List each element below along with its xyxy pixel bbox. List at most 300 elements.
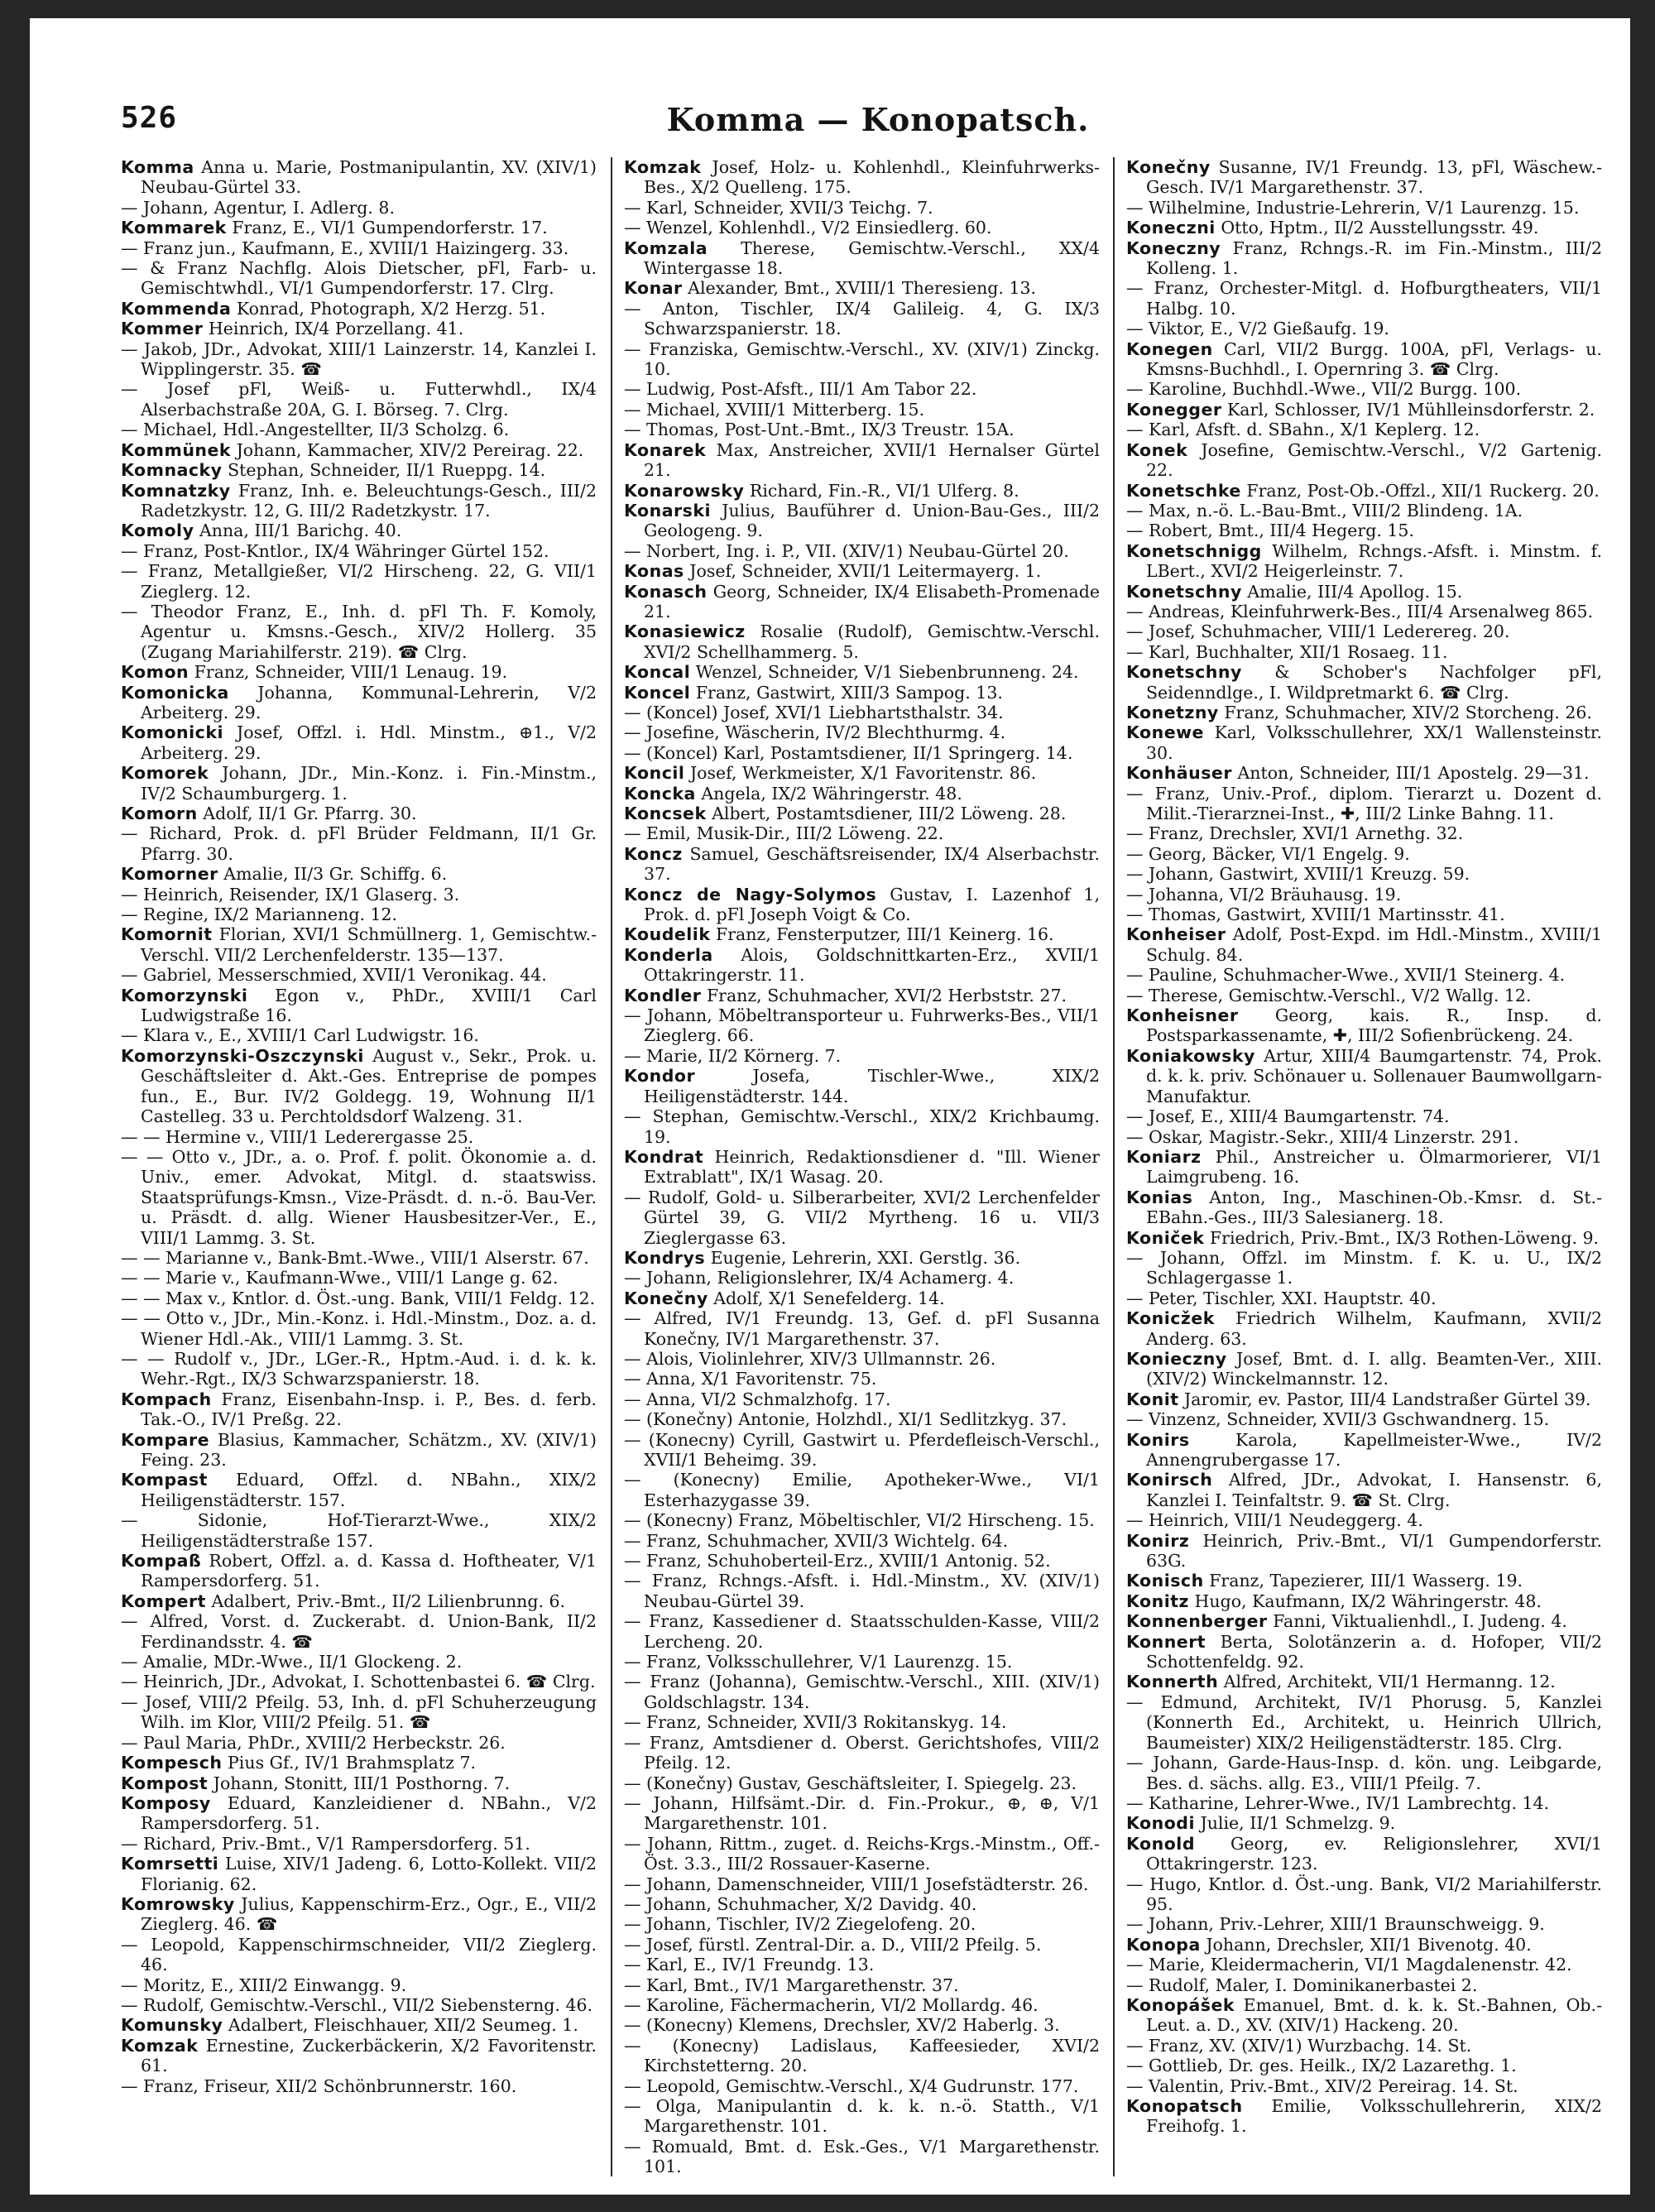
entry-text: — Valentin, Priv.-Bmt., XIV/2 Pereirag. 14. St. xyxy=(1126,2075,1518,2096)
entry-surname: Kondrat xyxy=(624,1146,704,1167)
entry-surname: Komzala xyxy=(624,238,708,258)
entry-text: — Alfred, Vorst. d. Zuckerabt. d. Union-Bank, II/2 Ferdinandsstr. 4. ☎ xyxy=(121,1611,597,1652)
entry-text: — Marie, Kleidermacherin, VI/1 Magdalenenstr. 42. xyxy=(1126,1955,1572,1975)
entry-text: — Franziska, Gemischtw.-Verschl., XV. (XIV/1) Zinckg. 10. xyxy=(624,338,1100,380)
directory-entry xyxy=(121,460,597,480)
entry-text: Georg, ev. Religionslehrer, XVI/1 Ottakringerstr. 123. xyxy=(1146,1833,1602,1874)
directory-entry xyxy=(624,662,1100,682)
directory-entry xyxy=(1126,440,1602,481)
entry-text: Karola, Kapellmeister-Wwe., IV/2 Annengrubergasse 17. xyxy=(1146,1429,1602,1470)
entry-text: — Karl, Bmt., IV/1 Margarethenstr. 37. xyxy=(624,1974,959,1995)
directory-entry xyxy=(1126,1127,1602,1147)
entry-text: — Johann, Möbeltransporteur u. Fuhrwerks-Bes., VII/1 Zieglerg. 66. xyxy=(624,1005,1100,1046)
directory-entry xyxy=(624,722,1100,742)
entry-text: Friedrich, Priv.-Bmt., IX/3 Rothen-Löweng. 9. xyxy=(1204,1227,1600,1248)
entry-text: Otto, Hptm., II/2 Ausstellungsstr. 49. xyxy=(1215,218,1539,238)
entry-surname: Kommarek xyxy=(121,218,227,238)
directory-entry xyxy=(624,1652,1100,1672)
directory-entry xyxy=(121,1611,597,1652)
entry-text: — Franz, Rchngs.-Afsft. i. Hdl.-Minstm., XV. (XIV/1) Neubau-Gürtel 39. xyxy=(624,1571,1100,1611)
directory-entry xyxy=(1126,2076,1602,2096)
directory-entry xyxy=(1126,823,1602,843)
entry-surname: Kompert xyxy=(121,1591,206,1611)
directory-entry xyxy=(121,2015,597,2035)
entry-text: — Johann, Damenschneider, VIII/1 Josefstädterstr. 26. xyxy=(624,1874,1089,1894)
directory-entry xyxy=(121,1692,597,1733)
entry-surname: Koudelik xyxy=(624,924,711,945)
entry-surname: Konirsch xyxy=(1126,1470,1213,1490)
entry-surname: Kompach xyxy=(121,1389,212,1409)
entry-surname: Konnenberger xyxy=(1126,1611,1268,1632)
directory-entry xyxy=(624,1470,1100,1510)
directory-entry xyxy=(121,864,597,884)
directory-entry xyxy=(121,1975,597,1995)
entry-surname: Kommünek xyxy=(121,439,232,460)
entry-text: — Franz, Kassediener d. Staatsschulden-Kasse, VIII/2 Lercheng. 20. xyxy=(624,1611,1100,1652)
directory-entry xyxy=(1126,864,1602,884)
entry-text: Josef, Schneider, XVII/1 Leitermayerg. 1. xyxy=(684,561,1042,582)
directory-entry xyxy=(1126,157,1602,198)
entry-text: — Stephan, Gemischtw.-Verschl., XIX/2 Krichbaumg. 19. xyxy=(624,1106,1100,1147)
entry-text: — Marie, II/2 Körnerg. 7. xyxy=(624,1045,842,1066)
entry-text: Franz, Gastwirt, XIII/3 Sampog. 13. xyxy=(690,682,1003,703)
entry-text: — Moritz, E., XIII/2 Einwangg. 9. xyxy=(121,1974,407,1995)
directory-entry xyxy=(624,1834,1100,1874)
entry-surname: Komma xyxy=(121,157,194,177)
entry-text: Robert, Offzl. a. d. Kassa d. Hoftheater, V/1 Rampersdorferg. 51. xyxy=(141,1551,597,1591)
entry-surname: Komonicka xyxy=(121,682,229,703)
directory-entry xyxy=(121,1773,597,1793)
entry-text: — Josefine, Wäscherin, IV/2 Blechthurmg. 4. xyxy=(624,722,1006,743)
entry-text: — Pauline, Schuhmacher-Wwe., XVII/1 Steinerg. 4. xyxy=(1126,965,1566,986)
entry-text: — Therese, Gemischtw.-Verschl., V/2 Wallg. 12. xyxy=(1126,985,1532,1005)
directory-entry xyxy=(624,440,1100,481)
entry-text: — — Otto v., JDr., Min.-Konz. i. Hdl.-Minstm., Doz. a. d. Wiener Hdl.-Ak., VIII/1 Lammg. 3. St. xyxy=(121,1308,597,1349)
entry-text: — Franz, Friseur, XII/2 Schönbrunnerstr. 160. xyxy=(121,2075,517,2096)
directory-entry xyxy=(624,1430,1100,1471)
directory-entry xyxy=(121,1834,597,1854)
directory-entry xyxy=(121,823,597,864)
directory-entry xyxy=(1126,481,1602,501)
directory-entry xyxy=(1126,1672,1602,1691)
entry-text: — Franz, Drechsler, XVI/1 Arnethg. 32. xyxy=(1126,823,1464,844)
directory-entry xyxy=(121,1854,597,1894)
directory-entry xyxy=(624,1672,1100,1712)
directory-entry xyxy=(1126,1834,1602,1874)
entry-text: — Karl, Schneider, XVII/3 Teichg. 7. xyxy=(624,197,933,218)
directory-entry xyxy=(121,1288,597,1308)
directory-entry xyxy=(1126,924,1602,965)
entry-text: Anna u. Marie, Postmanipulantin, XV. (XIV/1) Neubau-Gürtel 33. xyxy=(141,157,597,198)
directory-entry xyxy=(624,1975,1100,1995)
entry-text: — Regine, IX/2 Marianneng. 12. xyxy=(121,904,398,925)
entry-text: — Karoline, Fächermacherin, VI/2 Mollardg. 46. xyxy=(624,1994,1039,2015)
directory-entry xyxy=(624,1188,1100,1248)
entry-text: — Max, n.-ö. L.-Bau-Bmt., VIII/2 Blindeng. 1A. xyxy=(1126,500,1523,521)
entry-text: Franz, E., VI/1 Gumpendorferstr. 17. xyxy=(226,218,548,238)
entry-text: — (Konecny) Ladislaus, Kaffeesieder, XVI/2 Kirchstetterng. 20. xyxy=(624,2035,1100,2076)
directory-entry xyxy=(624,2076,1100,2096)
entry-text: — Gottlieb, Dr. ges. Heilk., IX/2 Lazarethg. 1. xyxy=(1126,2056,1517,2076)
directory-entry xyxy=(624,198,1100,218)
directory-entry xyxy=(624,1308,1100,1349)
entry-text: — Amalie, MDr.-Wwe., II/1 Glockeng. 2. xyxy=(121,1652,463,1672)
entry-text: — (Konecny) Cyrill, Gastwirt u. Pferdefleisch-Verschl., XVII/1 Beheimg. 39. xyxy=(624,1429,1100,1470)
entry-surname: Konias xyxy=(1126,1187,1193,1207)
directory-entry xyxy=(121,1430,597,1471)
entry-text: — — Max v., Kntlor. d. Öst.-ung. Bank, VIII/1 Feldg. 12. xyxy=(121,1288,596,1308)
entry-text: Johanna, Kommunal-Lehrerin, V/2 Arbeiterg. 29. xyxy=(141,682,597,722)
entry-surname: Konopášek xyxy=(1126,1994,1235,2015)
entry-text: Julie, II/1 Schmelzg. 9. xyxy=(1195,1813,1396,1834)
entry-text: — Sidonie, Hof-Tierarzt-Wwe., XIX/2 Heiligenstädterstraße 157. xyxy=(121,1510,597,1551)
entry-text: — Hugo, Kntlor. d. Öst.-ung. Bank, VI/2 Mariahilferstr. 95. xyxy=(1126,1874,1602,1914)
directory-entry xyxy=(1126,1409,1602,1429)
entry-text: — Johann, Priv.-Lehrer, XIII/1 Braunschweigg. 9. xyxy=(1126,1914,1545,1935)
directory-entry xyxy=(121,339,597,380)
directory-entry xyxy=(121,1591,597,1611)
directory-entry xyxy=(624,823,1100,843)
entry-text: — Katharine, Lehrer-Wwe., IV/1 Lambrechtg. 14. xyxy=(1126,1792,1550,1813)
entry-surname: Komorek xyxy=(121,763,209,784)
entry-text: — Johann, Tischler, IV/2 Ziegelofeng. 20. xyxy=(624,1914,976,1935)
entry-text: — Alois, Violinlehrer, XIV/3 Ullmannstr. 26. xyxy=(624,1348,996,1369)
directory-entry xyxy=(121,1025,597,1045)
entry-surname: Kondrys xyxy=(624,1247,706,1268)
entry-surname: Konicžek xyxy=(1126,1308,1215,1329)
directory-entry xyxy=(121,1308,597,1349)
directory-entry xyxy=(121,965,597,985)
directory-entry xyxy=(624,1995,1100,2015)
directory-entry xyxy=(1126,904,1602,924)
entry-text: Josef, Werkmeister, X/1 Favoritenstr. 86. xyxy=(684,763,1037,784)
entry-text: Berta, Solotänzerin a. d. Hofoper, VII/2 Schottenfeldg. 92. xyxy=(1146,1631,1602,1672)
entry-text: — Karl, Buchhalter, XII/1 Rosaeg. 11. xyxy=(1126,641,1448,662)
entry-surname: Konas xyxy=(624,561,684,582)
directory-entry xyxy=(624,1510,1100,1530)
directory-entry xyxy=(624,420,1100,439)
entry-surname: Kompesch xyxy=(121,1753,223,1773)
entry-text: Carl, VII/2 Burgg. 100A, pFl, Verlags- u. Kmsns-Buchhdl., I. Opernring 3. ☎ Clrg. xyxy=(1146,338,1602,380)
entry-text: Franz, Post-Ob.-Offzl., XII/1 Ruckerg. 20. xyxy=(1240,480,1600,501)
directory-entry xyxy=(121,602,597,662)
directory-entry xyxy=(1126,582,1602,602)
entry-text: Anton, Ing., Maschinen-Ob.-Kmsr. d. St.-EBahn.-Ges., III/3 Salesianerg. 18. xyxy=(1146,1187,1602,1228)
entry-text: Wilhelm, Rchngs.-Afsft. i. Minstm. f. LBert., XVI/2 Heigerleinstr. 7. xyxy=(1146,540,1602,582)
directory-entry xyxy=(1126,319,1602,338)
entry-text: — Heinrich, Reisender, IX/1 Glaserg. 3. xyxy=(121,884,460,904)
entry-text: — Josef, VIII/2 Pfeilg. 53, Inh. d. pFl Schuherzeugung Wilh. im Klor, VIII/2 Pfeilg. 51. ☎ xyxy=(121,1691,597,1733)
directory-entry xyxy=(1126,1935,1602,1955)
entry-text: Max, Anstreicher, XVII/1 Hernalser Gürtel 21. xyxy=(644,439,1100,481)
entry-text: — Wilhelmine, Industrie-Lehrerin, V/1 Laurenzg. 15. xyxy=(1126,197,1580,218)
column-1 xyxy=(121,157,597,2176)
directory-entry xyxy=(121,198,597,218)
entry-text: Eduard, Offzl. d. NBahn., XIX/2 Heiligenstädterstr. 157. xyxy=(141,1470,597,1510)
entry-text: — Romuald, Bmt. d. Esk.-Ges., V/1 Margarethenstr. 101. xyxy=(624,2136,1100,2176)
directory-entry xyxy=(1126,1510,1602,1530)
directory-entry xyxy=(624,1349,1100,1369)
directory-entry xyxy=(1126,602,1602,621)
entry-text: Alois, Goldschnittkarten-Erz., XVII/1 Ottakringerstr. 11. xyxy=(644,944,1100,986)
directory-entry xyxy=(1126,2096,1602,2137)
entry-text: — Rudolf, Maler, I. Dominikanerbastei 2. xyxy=(1126,1974,1478,1995)
entry-text: Alfred, Architekt, VII/1 Hermanng. 12. xyxy=(1218,1672,1556,1692)
directory-entry xyxy=(624,561,1100,581)
directory-entry xyxy=(624,763,1100,783)
directory-entry xyxy=(1126,844,1602,864)
entry-surname: Konirz xyxy=(1126,1530,1190,1551)
entry-text: — Richard, Prok. d. pFl Brüder Feldmann, II/1 Gr. Pfarrg. 30. xyxy=(121,823,597,864)
directory-entry xyxy=(1126,1692,1602,1753)
directory-entry xyxy=(1126,1813,1602,1833)
directory-entry xyxy=(1126,501,1602,521)
directory-entry xyxy=(1126,1430,1602,1471)
directory-entry xyxy=(624,481,1100,501)
entry-surname: Komornit xyxy=(121,924,213,945)
entry-text: — Heinrich, JDr., Advokat, I. Schottenbastei 6. ☎ Clrg. xyxy=(121,1672,596,1692)
directory-entry xyxy=(624,844,1100,885)
entry-text: — Franz (Johanna), Gemischtw.-Verschl., XIII. (XIV/1) Goldschlagstr. 134. xyxy=(624,1672,1100,1712)
directory-entry xyxy=(624,1874,1100,1894)
entry-text: — Vinzenz, Schneider, XVII/3 Gschwandnerg. 15. xyxy=(1126,1409,1550,1430)
directory-entry xyxy=(624,885,1100,925)
directory-entry xyxy=(624,218,1100,238)
directory-entry xyxy=(121,1349,597,1389)
entry-text: — & Franz Nachflg. Alois Dietscher, pFl, Farb- u. Gemischtwhdl., VI/1 Gumpendorferstr. 17. Clrg. xyxy=(121,258,597,299)
entry-text: — Rudolf, Gemischtw.-Verschl., VII/2 Siebensterng. 46. xyxy=(121,1994,593,2015)
entry-text: Franz, Schneider, VIII/1 Lenaug. 19. xyxy=(189,662,508,683)
entry-surname: Konarski xyxy=(624,500,712,521)
entry-text: Franz, Schuhmacher, XIV/2 Storcheng. 26. xyxy=(1218,702,1592,722)
directory-entry xyxy=(624,278,1100,298)
directory-entry xyxy=(1126,784,1602,824)
entry-text: & Schober's Nachfolger pFl, Seidenndlge., I. Wildpretmarkt 6. ☎ Clrg. xyxy=(1146,662,1602,703)
entry-text: — Josef, E., XIII/4 Baumgartenstr. 74. xyxy=(1126,1106,1450,1127)
directory-entry xyxy=(1126,1975,1602,1995)
entry-surname: Koncka xyxy=(624,783,696,804)
entry-surname: Komorn xyxy=(121,804,198,823)
entry-text: — Klara v., E., XVIII/1 Carl Ludwigstr. 16. xyxy=(121,1025,479,1046)
entry-text: Florian, XVI/1 Schmüllnerg. 1, Gemischtw.-Verschl. VII/2 Lerchenfelderstr. 135—137. xyxy=(141,924,597,965)
entry-text: Adolf, II/1 Gr. Pfarrg. 30. xyxy=(197,804,417,823)
entry-surname: Konar xyxy=(624,278,683,299)
directory-entry xyxy=(121,1652,597,1672)
entry-text: — Peter, Tischler, XXI. Hauptstr. 40. xyxy=(1126,1288,1437,1308)
directory-entry xyxy=(121,258,597,299)
entry-text: — Georg, Bäcker, VI/1 Engelg. 9. xyxy=(1126,843,1410,864)
directory-entry xyxy=(1126,1470,1602,1510)
entry-surname: Konetzny xyxy=(1126,702,1219,722)
entry-text: Julius, Bauführer d. Union-Bau-Ges., III/2 Geologeng. 9. xyxy=(644,500,1100,541)
directory-entry xyxy=(1126,238,1602,279)
entry-text: — Johann, Gastwirt, XVIII/1 Kreuzg. 59. xyxy=(1126,864,1470,885)
entry-surname: Konieczny xyxy=(1126,1348,1227,1369)
entry-surname: Konitz xyxy=(1126,1591,1189,1611)
entry-surname: Konetschke xyxy=(1126,480,1241,501)
entry-text: — Karoline, Buchhdl.-Wwe., VII/2 Burgg. 100. xyxy=(1126,379,1522,400)
directory-entry xyxy=(624,1369,1100,1389)
directory-entry xyxy=(624,1531,1100,1551)
directory-entry xyxy=(1126,218,1602,238)
page-header xyxy=(121,101,1630,151)
directory-entry xyxy=(121,1147,597,1248)
directory-entry xyxy=(624,2015,1100,2035)
directory-entry xyxy=(624,1046,1100,1066)
directory-entry xyxy=(624,1005,1100,1046)
entry-text: — (Konecny) Emilie, Apotheker-Wwe., VI/1 Esterhazygasse 39. xyxy=(624,1470,1100,1510)
entry-surname: Komoly xyxy=(121,521,194,541)
entry-surname: Komrowsky xyxy=(121,1893,235,1914)
directory-entry xyxy=(624,1268,1100,1288)
entry-surname: Kompost xyxy=(121,1773,209,1793)
directory-entry xyxy=(121,662,597,682)
directory-entry xyxy=(624,541,1100,561)
directory-entry xyxy=(624,238,1100,279)
entry-text: Samuel, Geschäftsreisender, IX/4 Alserbachstr. 37. xyxy=(644,843,1100,885)
directory-entry xyxy=(121,1733,597,1753)
directory-entry xyxy=(1126,1995,1602,2036)
directory-entry xyxy=(121,299,597,319)
entry-surname: Komon xyxy=(121,662,189,683)
entry-text: — Norbert, Ing. i. P., VII. (XIV/1) Neubau-Gürtel 20. xyxy=(624,540,1069,561)
entry-text: — Jakob, JDr., Advokat, XIII/1 Lainzerstr. 14, Kanzlei I. Wipplingerstr. 35. ☎ xyxy=(121,338,597,380)
entry-text: — — Otto v., JDr., a. o. Prof. f. polit. Ökonomie a. d. Univ., emer. Advokat, Mitgl. d. staatswiss. Staatsprüfungs-Kmsn., Vize-Präsdt. d. n.-ö. Bau-Ver. u. Präsdt. d. allg. Wiener Hausbesitzer-Ver., E., VIII/1 Lammg. 3. St. xyxy=(121,1146,597,1248)
entry-text: — Theodor Franz, E., Inh. d. pFl Th. F. Komoly, Agentur u. Kmsns.-Gesch., XIV/2 Hollerg. 35 (Zugang Mariahilferstr. 219). ☎ Clrg. xyxy=(121,601,597,662)
directory-entry xyxy=(1126,541,1602,582)
directory-entry xyxy=(624,1733,1100,1773)
directory-entry xyxy=(1126,885,1602,904)
entry-text: — Johanna, VI/2 Bräuhausg. 19. xyxy=(1126,884,1402,904)
entry-text: Heinrich, IX/4 Porzellang. 41. xyxy=(203,319,464,339)
directory-entry xyxy=(624,1288,1100,1308)
entry-text: — Karl, E., IV/1 Freundg. 13. xyxy=(624,1955,875,1975)
directory-entry xyxy=(121,904,597,924)
entry-surname: Komnatzky xyxy=(121,480,231,501)
directory-entry xyxy=(1126,965,1602,985)
directory-entry xyxy=(624,621,1100,662)
entry-surname: Koncz de Nagy-Solymos xyxy=(624,884,877,904)
directory-entry xyxy=(121,1995,597,2015)
entry-text: Pius Gf., IV/1 Brahmsplatz 7. xyxy=(222,1753,477,1773)
entry-text: Wenzel, Schneider, V/1 Siebenbrunneng. 24. xyxy=(690,662,1079,683)
entry-text: — Franz, Schuhmacher, XVII/3 Wichtelg. 64. xyxy=(624,1530,1009,1551)
entry-surname: Kondor xyxy=(624,1066,696,1087)
entry-text: Johann, Stonitt, III/1 Posthorng. 7. xyxy=(208,1773,511,1793)
entry-text: Josefa, Tischler-Wwe., XIX/2 Heiligenstädterstr. 144. xyxy=(644,1066,1100,1106)
entry-text: — — Hermine v., VIII/1 Lederergasse 25. xyxy=(121,1126,474,1147)
entry-text: Adalbert, Priv.-Bmt., II/2 Lilienbrunng. 6. xyxy=(205,1591,566,1611)
directory-entry xyxy=(121,1046,597,1127)
directory-entry xyxy=(121,2076,597,2096)
directory-entry xyxy=(121,481,597,521)
entry-surname: Konarowsky xyxy=(624,480,745,501)
entry-text: Phil., Anstreicher u. Ölmarmorierer, VI/1 Laimgrubeng. 16. xyxy=(1146,1146,1602,1188)
entry-surname: Kondler xyxy=(624,985,702,1005)
directory-entry xyxy=(624,1571,1100,1611)
directory-entry xyxy=(1126,339,1602,380)
directory-entry xyxy=(121,924,597,965)
entry-surname: Koncal xyxy=(624,662,691,683)
directory-entry xyxy=(1126,722,1602,763)
entry-surname: Kommer xyxy=(121,319,204,339)
directory-entry xyxy=(624,1955,1100,1974)
directory-entry xyxy=(624,683,1100,703)
entry-text: Gustav, I. Lazenhof 1, Prok. d. pFl Joseph Voigt & Co. xyxy=(644,884,1100,925)
entry-text: — Gabriel, Messerschmied, XVII/1 Veronikag. 44. xyxy=(121,965,547,986)
entry-text: Heinrich, Redaktionsdiener d. "Ill. Wiener Extrablatt", IX/1 Wasag. 20. xyxy=(644,1146,1100,1188)
column-divider xyxy=(611,157,612,2176)
directory-entry xyxy=(121,379,597,420)
entry-surname: Konečny xyxy=(1126,157,1211,177)
directory-entry xyxy=(624,2137,1100,2176)
directory-entry xyxy=(624,1389,1100,1409)
entry-text: — Anton, Tischler, IX/4 Galileig. 4, G. IX/3 Schwarzspanierstr. 18. xyxy=(624,298,1100,339)
directory-entry xyxy=(121,1248,597,1268)
entry-text: Albert, Postamtsdiener, III/2 Löweng. 28. xyxy=(706,804,1067,823)
directory-entry xyxy=(1126,1611,1602,1631)
entry-text: — Johann, Rittm., zuget. d. Reichs-Krgs.-Minstm., Off.-Öst. 3.3., III/2 Rossauer-Kaserne. xyxy=(624,1833,1100,1874)
directory-entry xyxy=(1126,1106,1602,1126)
entry-text: — Heinrich, VIII/1 Neudeggerg. 4. xyxy=(1126,1510,1423,1531)
entry-surname: Koniček xyxy=(1126,1227,1205,1248)
directory-entry xyxy=(121,1793,597,1834)
entry-text: — Franz, Post-Kntlor., IX/4 Währinger Gürtel 152. xyxy=(121,540,549,561)
entry-text: — Josef, Schuhmacher, VIII/1 Lederereg. 20. xyxy=(1126,621,1510,642)
entry-text: Johann, Drechsler, XII/1 Bivenotg. 40. xyxy=(1200,1934,1532,1955)
directory-entry xyxy=(624,1712,1100,1732)
entry-surname: Komposy xyxy=(121,1792,211,1813)
directory-entry xyxy=(1126,400,1602,420)
directory-entry xyxy=(1126,642,1602,662)
entry-surname: Konodi xyxy=(1126,1813,1195,1834)
entry-text: Franz, Fensterputzer, III/1 Keinerg. 16. xyxy=(710,924,1054,945)
entry-surname: Kompaß xyxy=(121,1551,202,1571)
directory-entry xyxy=(121,1127,597,1147)
directory-entry xyxy=(624,339,1100,380)
entry-text: Alfred, JDr., Advokat, I. Hansenstr. 6, Kanzlei I. Teinfaltstr. 9. ☎ St. Clrg. xyxy=(1146,1470,1602,1510)
directory-entry xyxy=(1126,420,1602,439)
directory-entry xyxy=(1126,1188,1602,1228)
entry-surname: Konegen xyxy=(1126,338,1213,359)
entry-text: Anton, Schneider, III/1 Apostelg. 29—31. xyxy=(1231,763,1590,784)
entry-text: — (Konečny) Antonie, Holzhdl., XI/1 Sedlitzkyg. 37. xyxy=(624,1409,1067,1430)
entry-text: — Paul Maria, PhDr., XVIII/2 Herbeckstr. 26. xyxy=(121,1732,506,1753)
entry-text: Josef, Holz- u. Kohlenhdl., Kleinfuhrwerks-Bes., X/2 Quelleng. 175. xyxy=(644,157,1100,198)
entry-text: Karl, Schlosser, IV/1 Mühlleinsdorferstr. 2. xyxy=(1221,399,1595,420)
entry-text: Egon v., PhDr., XVIII/1 Carl Ludwigstraße 16. xyxy=(141,985,597,1026)
directory-entry xyxy=(1126,2036,1602,2056)
entry-surname: Konisch xyxy=(1126,1571,1204,1591)
entry-surname: Konheisner xyxy=(1126,1005,1239,1026)
entry-surname: Koneczny xyxy=(1126,238,1221,258)
entry-text: Adolf, X/1 Senefelderg. 14. xyxy=(708,1288,945,1308)
entry-text: Karl, Volksschullehrer, XX/1 Wallensteinstr. 30. xyxy=(1146,722,1602,763)
running-head: Komma — Konopatsch. xyxy=(666,101,1090,138)
entry-text: — (Koncel) Karl, Postamtsdiener, II/1 Springerg. 14. xyxy=(624,742,1073,763)
directory-entry xyxy=(624,379,1100,399)
directory-entry xyxy=(121,804,597,823)
directory-page xyxy=(30,18,1630,2195)
entry-surname: Koncsek xyxy=(624,804,707,823)
directory-entry xyxy=(624,1611,1100,1652)
entry-text: — Rudolf, Gold- u. Silberarbeiter, XVI/2 Lerchenfelder Gürtel 39, G. VII/2 Myrtheng. 16 u. VII/3 Zieglergasse 63. xyxy=(624,1187,1100,1248)
entry-text: — Leopold, Kappenschirmschneider, VII/2 Zieglerg. 46. xyxy=(121,1934,597,1975)
entry-surname: Konheiser xyxy=(1126,924,1226,945)
entry-surname: Konnert xyxy=(1126,1631,1206,1652)
directory-entry xyxy=(121,1510,597,1551)
entry-text: Emilie, Volksschullehrerin, XIX/2 Freihofg. 1. xyxy=(1146,2096,1602,2137)
